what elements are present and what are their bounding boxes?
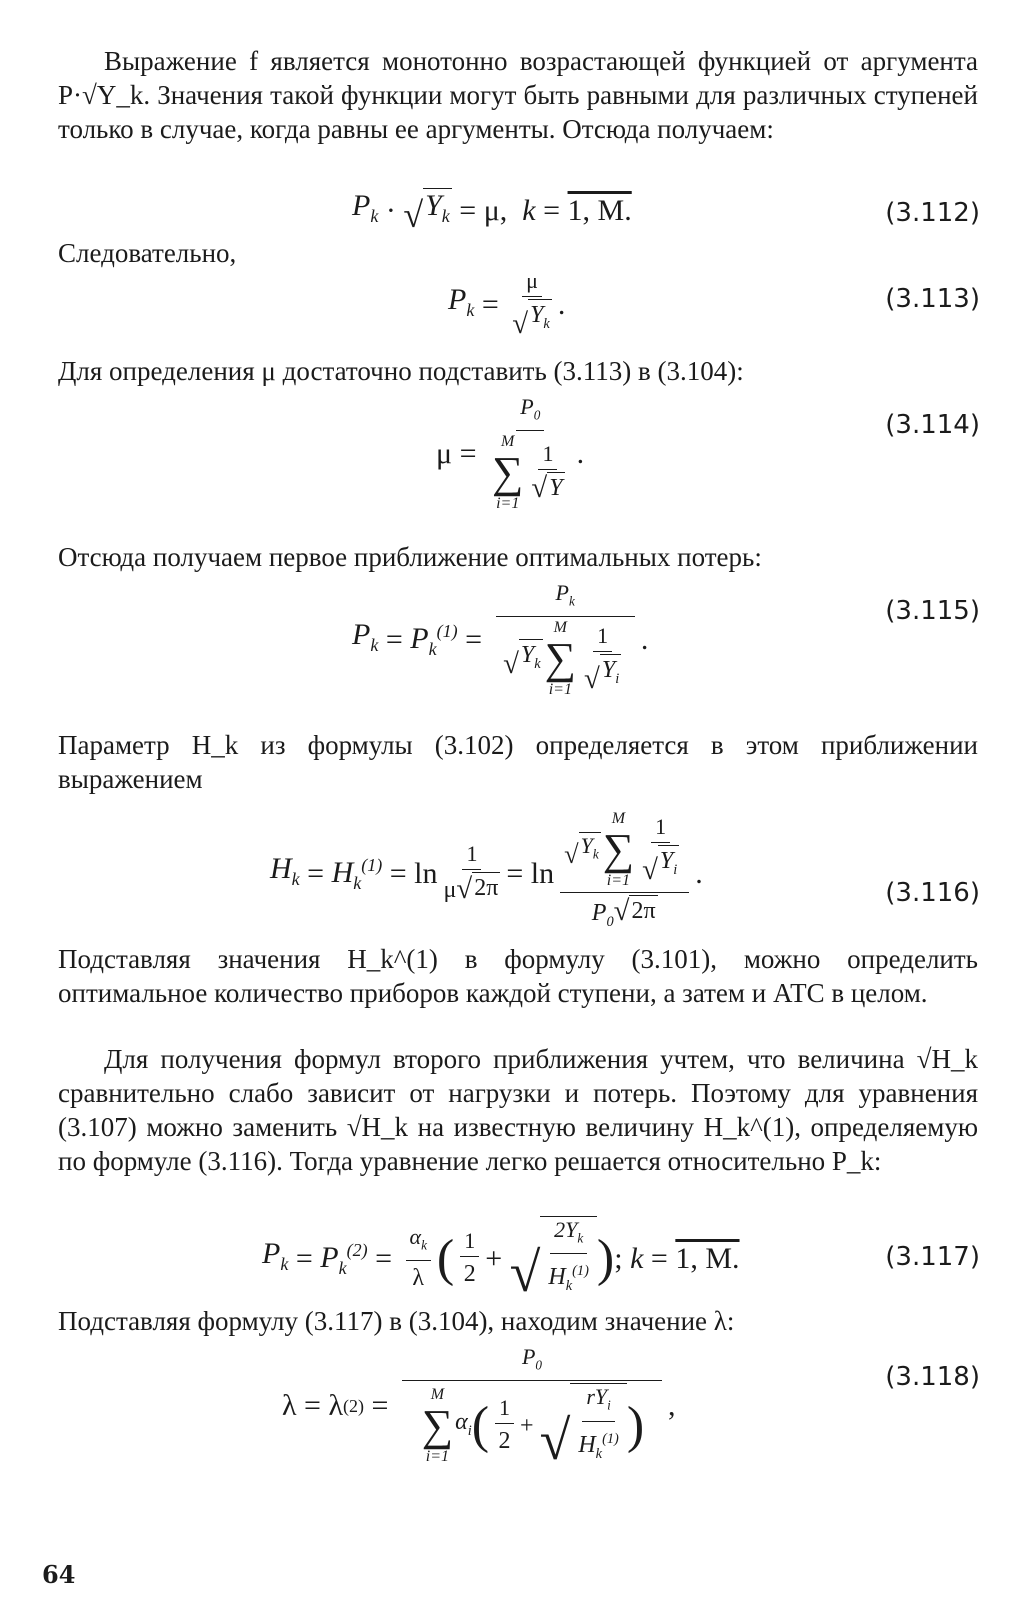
formula-3-114: μ = $P_0$ M ∑ i=1 1 √ Y .	[436, 394, 585, 513]
equation-number-3-114: (3.114)	[885, 410, 980, 440]
formula-3-118: λ = λ (2) = $P_0$ M ∑ i=1 $\alpha_i$ ( $\frac{1}{2}$ + √ $\frac{rY_i}{H_k^{(1)}}$ ) ,	[282, 1344, 676, 1472]
paragraph-1: Выражение f является монотонно возрастающей функцией от аргумента P·√Y_k. Значения такой функции могут быть равными для различных ступеней только в случае, когда равны ее аргументы. Отсюда получаем:	[58, 46, 978, 144]
formula-3-117: $P_k$ = $P_k^{(2)}$ = $\frac{\alpha_k}{\lambda}$ ( $\frac{1}{2}$ + √ $\frac{2Y_k}{H_k^{(1)}}$ ) ; k = 1, M.	[262, 1217, 740, 1305]
paragraph-3: Для определения μ достаточно подставить (3.113) в (3.104):	[58, 356, 744, 386]
equation-number-3-117: (3.117)	[885, 1242, 980, 1272]
formula-3-115: $P_k$ = $P_k^{(1)}$ = $P_k$ √ $Y_k$ M ∑ i=1 1 √ $Y_i$ .	[352, 580, 649, 699]
equation-number-3-113: (3.113)	[885, 284, 980, 314]
formula-3-116: $H_k$ = $H_k^{(1)}$ = ln 1 μ √ 2π = ln √ $Y_k$ M ∑ i=1 1 √ $Y_i$ $P_0$ √ 2π .	[270, 810, 703, 930]
paragraph-7: Для получения формул второго приближения учтем, что величина √H_k сравнительно слабо зависит от нагрузки и потерь. Поэтому для уравнения (3.107) можно заменить √H_k на известную величину H_k^(1), определяемую по формуле (3.116). Тогда уравнение легко решается относительно P_k:	[58, 1044, 978, 1176]
formula-3-113: $P_k$ = μ √ $Y_k$ .	[448, 268, 566, 340]
page-number: 64	[42, 1560, 76, 1589]
paragraph-4: Отсюда получаем первое приближение оптимальных потерь:	[58, 542, 762, 572]
paragraph-2: Следовательно,	[58, 238, 237, 268]
equation-number-3-112: (3.112)	[885, 198, 980, 228]
paragraph-6: Подставляя значения H_k^(1) в формулу (3.101), можно определить оптимальное количество приборов каждой ступени, а затем и АТС в целом.	[58, 944, 978, 1008]
equation-number-3-115: (3.115)	[885, 596, 980, 626]
equation-number-3-116: (3.116)	[885, 878, 980, 908]
formula-3-112: $P_k$ · √ $Y_k$ = μ, k = 1, M.	[352, 188, 632, 235]
paragraph-5: Параметр H_k из формулы (3.102) определяется в этом приближении выражением	[58, 730, 978, 794]
paragraph-8: Подставляя формулу (3.117) в (3.104), находим значение λ:	[58, 1306, 735, 1336]
equation-number-3-118: (3.118)	[885, 1362, 980, 1392]
